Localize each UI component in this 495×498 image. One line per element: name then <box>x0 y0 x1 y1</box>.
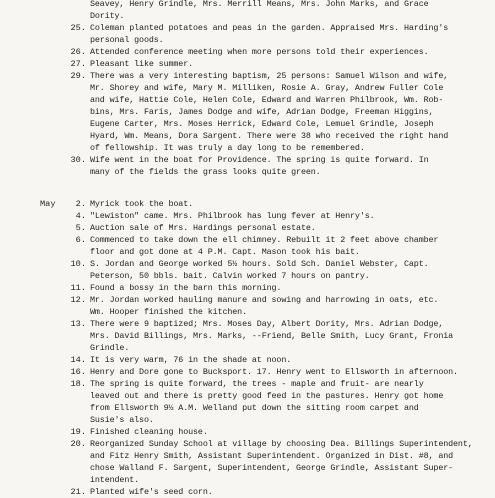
section-gap <box>0 178 495 198</box>
entry-text: Susie's also. <box>90 415 154 425</box>
diary-line <box>0 294 495 306</box>
diary-line <box>0 450 495 462</box>
entry-text: from Ellsworth 9½ A.M. Welland put down the sitting room carpet and <box>90 403 419 413</box>
entry-text: "Lewiston" came. Mrs. Philbrook has lung fever at Henry's. <box>90 211 375 221</box>
diary-line <box>0 378 495 390</box>
entry-text: Peterson, 50 bbls. bait. Calvin worked 7 hours on pantry. <box>90 271 370 281</box>
entry-text: Hyard, Wm. Means, Dora Sargent. There were 38 who received the right hand <box>90 131 449 141</box>
day-number: 29. <box>70 71 86 81</box>
entry-text: There were 9 baptized; Mrs. Moses Day, Albert Dority, Mrs. Adrian Dodge, <box>90 319 444 329</box>
entry-text: There was a very interesting baptism, 25 persons: Samuel Wilson and wife, <box>90 71 449 81</box>
entry-text: Eugene Carter, Mrs. Moses Herrick, Edward Cole, Lemuel Grindle, Joseph <box>90 119 434 129</box>
day-number: 20. <box>70 439 86 449</box>
diary-line <box>0 222 495 234</box>
entry-text: Coleman planted potatoes and peas in the garden. Appraised Mrs. Harding's <box>90 23 449 33</box>
diary-line <box>0 154 495 166</box>
diary-line <box>0 330 495 342</box>
diary-line <box>0 130 495 142</box>
entry-text: Planted wife's seed corn. <box>90 487 213 497</box>
diary-line <box>0 46 495 58</box>
entry-text: personal goods. <box>90 35 164 45</box>
day-number: 13. <box>70 319 86 329</box>
diary-line <box>0 70 495 82</box>
diary-line <box>0 106 495 118</box>
diary-line <box>0 354 495 366</box>
diary-line <box>0 318 495 330</box>
entry-text: Mr. Shorey and wife, Mary M. Milliken, Rosie A. Gray, Andrew Fuller Cole <box>90 83 444 93</box>
day-number: 16. <box>70 367 86 377</box>
entry-text: Myrick took the boat. <box>90 199 194 209</box>
diary-line <box>0 426 495 438</box>
diary-line <box>0 270 495 282</box>
day-number: 14. <box>70 355 86 365</box>
entry-text: Pleasant like summer. <box>90 59 194 69</box>
month-label: May <box>40 199 56 209</box>
day-number: 10. <box>70 259 86 269</box>
diary-line <box>0 390 495 402</box>
day-number: 27. <box>70 59 86 69</box>
diary-line <box>0 234 495 246</box>
entry-text: of fellowship. It was truly a day long to be remembered. <box>90 143 365 153</box>
entry-text: Commenced to take down the ell chimney. Rebuilt it 2 feet above chamber <box>90 235 439 245</box>
diary-line <box>0 306 495 318</box>
entry-text: Dority. <box>90 11 125 21</box>
day-number: 19. <box>70 427 86 437</box>
entry-text: intendent. <box>90 475 140 485</box>
diary-line <box>0 82 495 94</box>
day-number: 18. <box>70 379 86 389</box>
diary-line <box>0 142 495 154</box>
diary-line <box>0 438 495 450</box>
diary-line <box>0 474 495 486</box>
diary-line <box>0 486 495 498</box>
diary-line <box>0 462 495 474</box>
diary-line <box>0 0 495 10</box>
entry-text: bins, Mrs. Faris, James Dodge and wife, Adrian Dodge, Freeman Higgins, <box>90 107 434 117</box>
day-number: 25. <box>70 23 86 33</box>
day-number: 21. <box>70 487 86 497</box>
entry-text: Henry and Dore gone to Bucksport. 17. Henry went to Ellsworth in afternoon. <box>90 367 458 377</box>
entry-text: many of the fields the grass looks quite green. <box>90 167 321 177</box>
entry-text: It is very warm, 76 in the shade at noon. <box>90 355 292 365</box>
diary-line <box>0 22 495 34</box>
entry-text: S. Jordan and George worked 5½ hours. Sold Sch. Daniel Webster, Capt. <box>90 259 429 269</box>
diary-line <box>0 94 495 106</box>
entry-text: Finished cleaning house. <box>90 427 208 437</box>
diary-line <box>0 10 495 22</box>
entry-text: leaved out and there is pretty good feed in the pastures. Henry got home <box>90 391 444 401</box>
diary-line <box>0 118 495 130</box>
entry-text: Mr. Jordan worked hauling manure and sowing and harrowing in oats, etc. <box>90 295 439 305</box>
day-number: 11. <box>70 283 86 293</box>
diary-line <box>0 258 495 270</box>
entry-text: chose Walland F. Sargent, Superintendent, George Grindle, Assistant Super- <box>90 463 454 473</box>
entry-text: Attended conference meeting when more persons told their experiences. <box>90 47 429 57</box>
diary-line <box>0 34 495 46</box>
day-number: 5. <box>75 223 86 233</box>
entry-text: Grindle. <box>90 343 130 353</box>
diary-line <box>0 366 495 378</box>
diary-line <box>0 342 495 354</box>
entry-text: Mrs. David Billings, Mrs. Marks, --Friend, Belle Smith, Lucy Grant, Fronia <box>90 331 454 341</box>
entry-text: Auction sale of Mrs. Hardings personal estate. <box>90 223 316 233</box>
day-number: 2. <box>75 199 86 209</box>
entry-text: Found a bossy in the barn this morning. <box>90 283 282 293</box>
entry-text: Seavey, Henry Grindle, Mrs. Merrill Means, Mrs. John Marks, and Grace <box>90 0 429 9</box>
entry-text: The spring is quite forward, the trees - maple and fruit- are nearly <box>90 379 424 389</box>
diary-line <box>0 58 495 70</box>
diary-line <box>0 166 495 178</box>
day-number: 12. <box>70 295 86 305</box>
entry-text: floor and got done at 4 P.M. Capt. Mason took his bait. <box>90 247 360 257</box>
diary-line <box>0 198 495 210</box>
diary-line <box>0 282 495 294</box>
day-number: 4. <box>75 211 86 221</box>
entry-text: and Fitz Henry Smith, Assistant Superintendent. Organized in Dist. #8, and <box>90 451 454 461</box>
diary-line <box>0 210 495 222</box>
entry-text: Wife went in the boat for Providence. The spring is quite forward. In <box>90 155 429 165</box>
diary-line <box>0 402 495 414</box>
diary-line <box>0 414 495 426</box>
entry-text: Reorganized Sunday School at village by choosing Dea. Billings Superintendent, <box>90 439 473 449</box>
entry-text: and wife, Hattie Cole, Helen Cole, Edward and Warren Philbrook, Wm. Rob- <box>90 95 444 105</box>
diary-line <box>0 246 495 258</box>
day-number: 6. <box>75 235 86 245</box>
day-number: 26. <box>70 47 86 57</box>
day-number: 30. <box>70 155 86 165</box>
entry-text: Wm. Hooper finished the kitchen. <box>90 307 247 317</box>
